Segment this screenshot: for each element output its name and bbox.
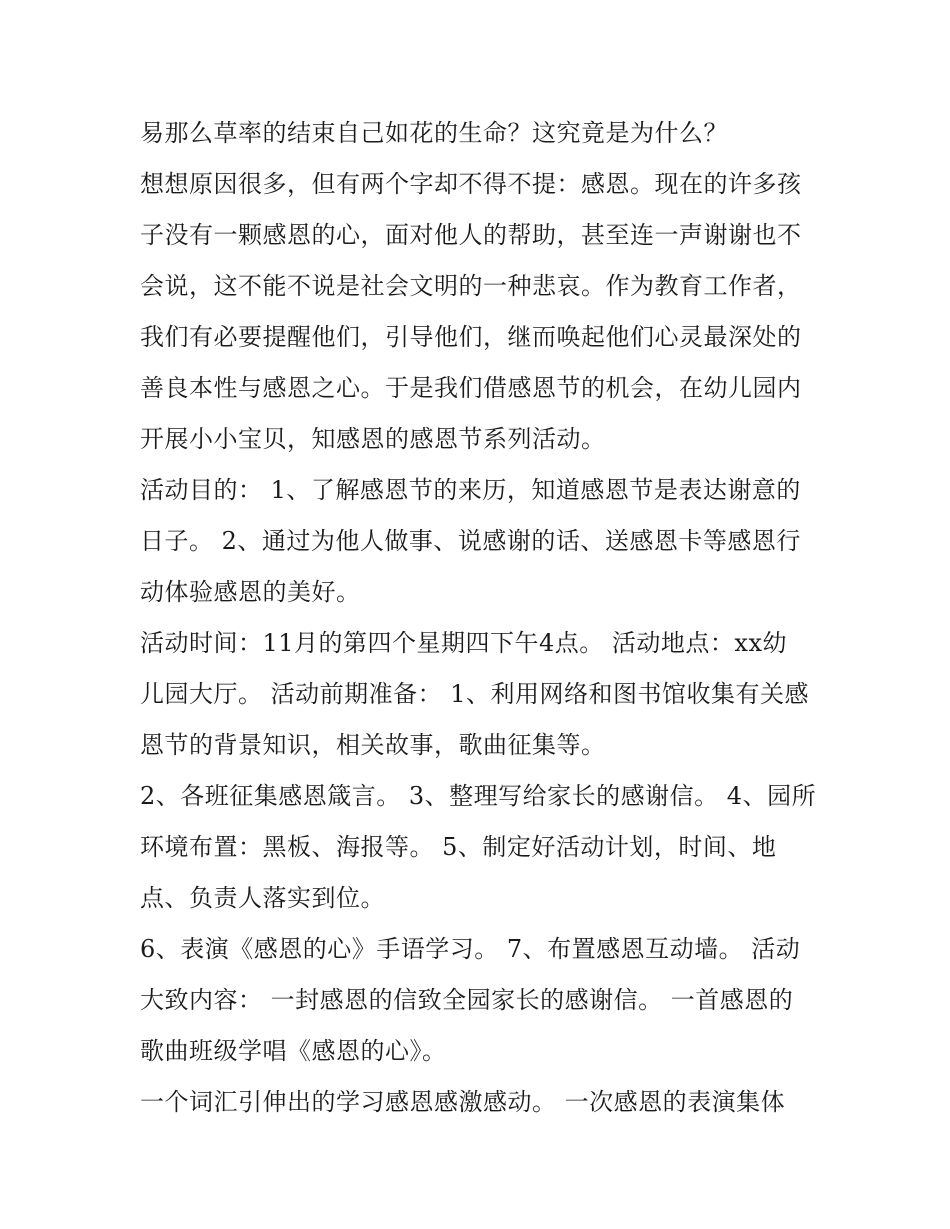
text-line-11: 活动时间：11月的第四个星期四下午4点。 活动地点：xx幼 [140, 629, 788, 657]
text-line-19: 歌曲班级学唱《感恩的心》。 [140, 1037, 447, 1065]
document-page [140, 108, 820, 1128]
text-line-8: 活动目的： 1、了解感恩节的来历，知道感恩节是表达谢意的 [140, 476, 801, 504]
text-line-1: 易那么草率的结束自己如花的生命？这究竟是为什么？ [140, 119, 728, 147]
text-line-18: 大致内容： 一封感恩的信致全园家长的感谢信。 一首感恩的 [140, 986, 794, 1014]
text-line-16: 点、负责人落实到位。 [140, 884, 385, 912]
text-line-13: 恩节的背景知识，相关故事，歌曲征集等。 [140, 731, 606, 759]
text-line-6: 善良本性与感恩之心。于是我们借感恩节的机会，在幼儿园内 [140, 374, 802, 402]
text-line-20: 一个词汇引伸出的学习感恩感激感动。 一次感恩的表演集体 [140, 1088, 786, 1116]
text-line-15: 环境布置：黑板、海报等。 5、制定好活动计划，时间、地 [140, 833, 777, 861]
text-line-5: 我们有必要提醒他们，引导他们，继而唤起他们心灵最深处的 [140, 323, 802, 351]
text-line-10: 动体验感恩的美好。 [140, 578, 361, 606]
text-line-7: 开展小小宝贝，知感恩的感恩节系列活动。 [140, 425, 606, 453]
text-line-17: 6、表演《感恩的心》手语学习。 7、布置感恩互动墙。 活动 [140, 935, 801, 963]
text-line-3: 子没有一颗感恩的心，面对他人的帮助，甚至连一声谢谢也不 [140, 221, 802, 249]
text-line-4: 会说，这不能不说是社会文明的一种悲哀。作为教育工作者， [140, 272, 802, 300]
text-line-2: 想想原因很多，但有两个字却不得不提：感恩。现在的许多孩 [140, 170, 802, 198]
text-line-12: 儿园大厅。 活动前期准备： 1、利用网络和图书馆收集有关感 [140, 680, 810, 708]
text-line-14: 2、各班征集感恩箴言。 3、整理写给家长的感谢信。 4、园所 [140, 782, 817, 810]
text-line-9: 日子。 2、通过为他人做事、说感谢的话、送感恩卡等感恩行 [140, 527, 801, 555]
